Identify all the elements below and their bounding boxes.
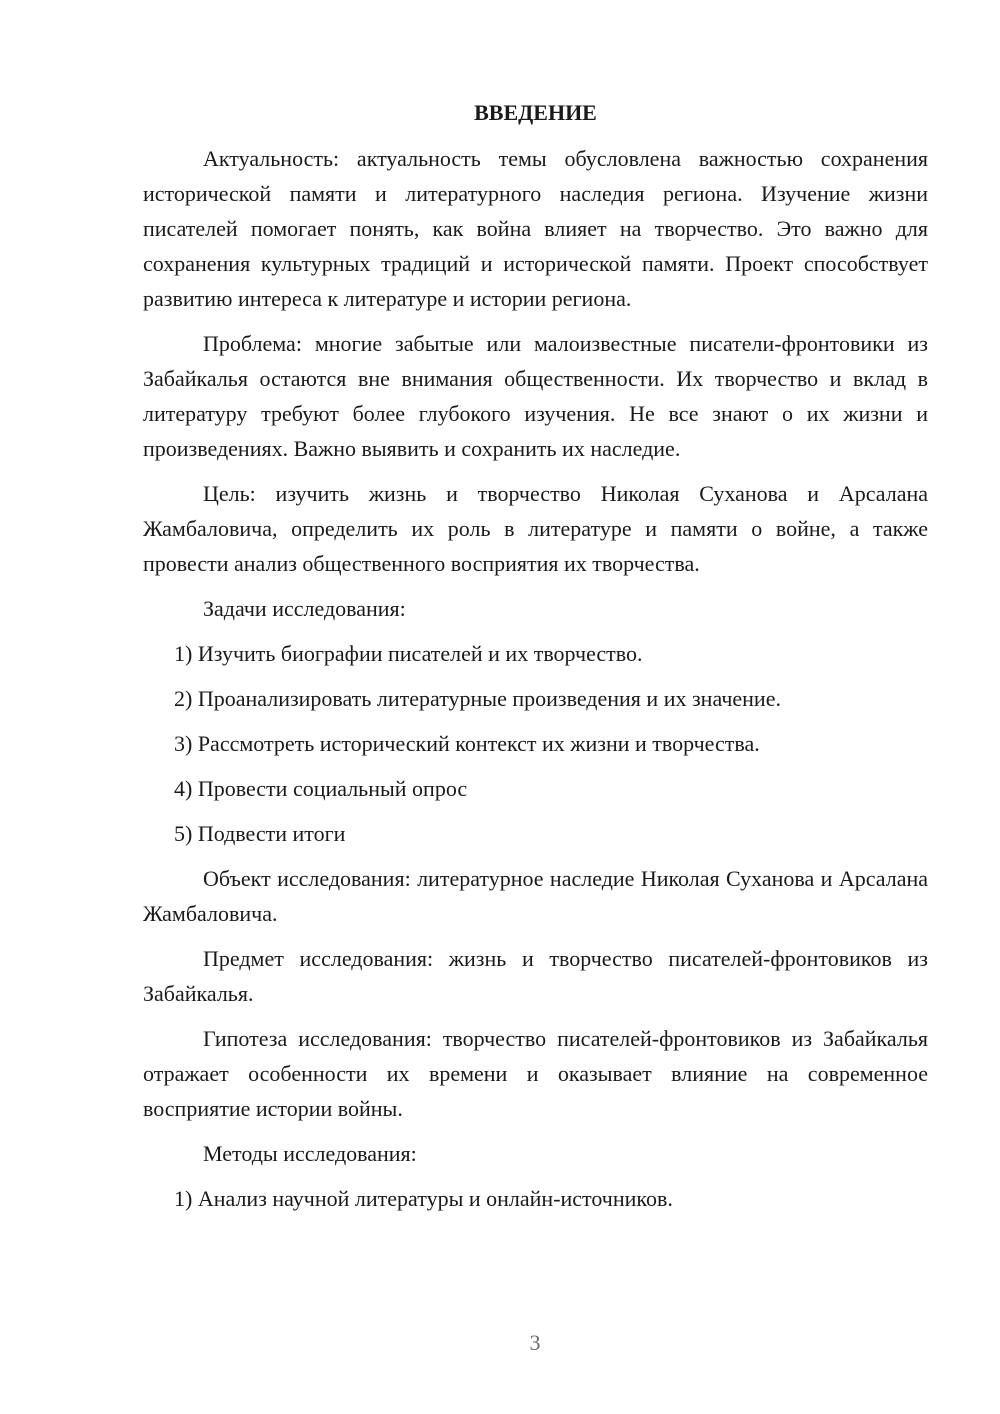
- task-item-3: 3) Рассмотреть исторический контекст их жизни и творчества.: [174, 731, 760, 756]
- document-page: [143, 95, 928, 1226]
- hypothesis-paragraph: Гипотеза исследования: творчество писателей-фронтовиков из Забайкалья отражает особенности их времени и оказывает влияние на современное восприятие истории войны.: [143, 1026, 928, 1121]
- task-item-2: 2) Проанализировать литературные произведения и их значение.: [174, 686, 781, 711]
- task-item-5: 5) Подвести итоги: [174, 821, 346, 846]
- task-item-1: 1) Изучить биографии писателей и их творчество.: [174, 641, 643, 666]
- goal-paragraph: Цель: изучить жизнь и творчество Николая Суханова и Арсалана Жамбаловича, определить их роль в литературе и памяти о войне, а также провести анализ общественного восприятия их творчества.: [143, 481, 928, 576]
- relevance-paragraph: Актуальность: актуальность темы обусловлена важностью сохранения исторической памяти и литературного наследия региона. Изучение жизни писателей помогает понять, как война влияет на творчество. Это важно для сохранения культурных традиций и исторической памяти. Проект способствует развитию интереса к литературе и истории региона.: [143, 146, 928, 311]
- task-item-4: 4) Провести социальный опрос: [174, 776, 468, 801]
- subject-paragraph: Предмет исследования: жизнь и творчество писателей-фронтовиков из Забайкалья.: [143, 946, 928, 1006]
- page-number: 3: [529, 1330, 541, 1355]
- page-title: ВВЕДЕНИЕ: [474, 100, 597, 125]
- problem-paragraph: Проблема: многие забытые или малоизвестные писатели-фронтовики из Забайкалья остаются вне внимания общественности. Их творчество и вклад в литературу требуют более глубокого изучения. Не все знают о их жизни и произведениях. Важно выявить и сохранить их наследие.: [143, 331, 928, 461]
- tasks-heading: Задачи исследования:: [203, 596, 406, 621]
- method-item-1: 1) Анализ научной литературы и онлайн-источников.: [174, 1186, 673, 1211]
- object-paragraph: Объект исследования: литературное наследие Николая Суханова и Арсалана Жамбаловича.: [143, 866, 928, 926]
- methods-heading: Методы исследования:: [203, 1141, 417, 1166]
